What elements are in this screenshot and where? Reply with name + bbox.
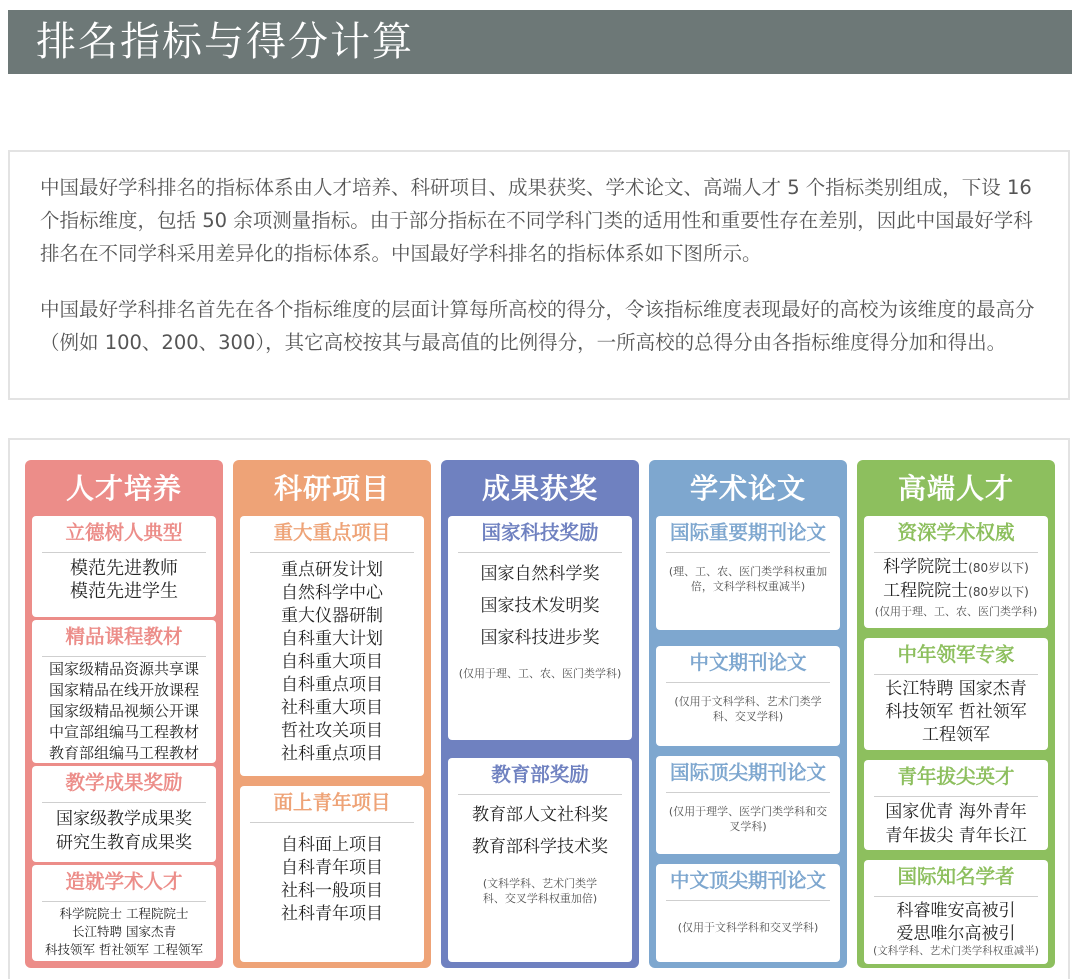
card-title: 面上青年项目	[273, 791, 391, 814]
card-talent-1	[32, 516, 216, 617]
card-items	[448, 799, 632, 863]
column-title-research: 科研项目	[273, 472, 390, 505]
list-item: 国家精品在线开放课程	[48, 681, 199, 699]
list-item: 科技领军 哲社领军	[885, 702, 1027, 722]
intro-paragraph-2: 中国最好学科排名首先在各个指标维度的层面计算每所高校的得分，令该指标维度表现最好的高校为该维度的最高分（例如 100、200、300），其它高校按其与最高值的比例得分，一所高校的总得分由各指标维度得分加和得出。	[40, 298, 1035, 354]
page-title: 排名指标与得分计算	[36, 19, 414, 65]
card-talent-3	[32, 766, 216, 862]
card-items	[240, 559, 424, 766]
list-item: 自科重大计划	[281, 629, 383, 649]
list-item: 自科重点项目	[281, 675, 383, 695]
card-elite-2	[864, 638, 1048, 750]
list-item: 国家科技进步奖	[480, 628, 600, 648]
card-title: 教育部奖励	[491, 763, 589, 786]
list-item: 模范先进学生	[70, 581, 178, 602]
card-note: (仅用于理学、医学门类学科和交叉学科)	[668, 805, 828, 833]
list-item: 长江特聘 国家杰青	[885, 679, 1027, 699]
card-papers-3	[656, 756, 840, 854]
card-elite-3	[864, 760, 1048, 850]
column-papers	[649, 460, 847, 968]
card-title: 资深学术权威	[897, 521, 1015, 544]
card-title: 造就学术人才	[65, 870, 183, 893]
list-item: 重点研发计划	[281, 560, 383, 580]
card-title: 重大重点项目	[273, 521, 391, 544]
list-item: 国家级精品资源共享课	[48, 660, 199, 678]
card-items	[32, 905, 216, 959]
card-awards-1	[448, 516, 632, 740]
list-item: 爱思唯尔高被引	[896, 924, 1016, 944]
list-item: 自科面上项目	[281, 835, 383, 855]
divider	[458, 794, 622, 795]
card-note: (仅用于理、工、农、医门类学科)	[458, 667, 622, 680]
card-note: (仅用于理、工、农、医门类学科)	[874, 605, 1038, 618]
list-item: 重大仪器研制	[281, 606, 383, 626]
list-item: 科学院院士 工程院院士	[59, 906, 189, 921]
intro-box	[8, 150, 1070, 400]
card-items	[864, 678, 1048, 747]
list-item: 教育部组编马工程教材	[48, 744, 199, 762]
card-research-1	[240, 516, 424, 776]
divider	[458, 552, 622, 553]
divider	[250, 552, 414, 553]
card-items	[240, 834, 424, 926]
card-note: (理、工、农、医门类学科权重加倍，文科学科权重减半)	[668, 565, 828, 593]
divider	[874, 896, 1038, 897]
list-item: 自科青年项目	[281, 858, 383, 878]
card-talent-2	[32, 620, 216, 763]
list-item: 社科重点项目	[281, 744, 383, 764]
intro-paragraph-1: 中国最好学科排名的指标体系由人才培养、科研项目、成果获奖、学术论文、高端人才 5 个指标类别组成，下设 16 个指标维度，包括 50 余项测量指标。由于部分指标在不同学科门类的适用性和重要性存在差别，因此中国最好学科排名在不同学科采用差异化的指标体系。中国最好学科排名的指标体系如下图所示。	[40, 176, 1033, 265]
divider	[666, 792, 830, 793]
card-items	[864, 900, 1048, 946]
card-papers-1	[656, 516, 840, 630]
card-research-2	[240, 786, 424, 962]
list-item: 国家技术发明奖	[480, 596, 600, 616]
column-elite	[857, 460, 1055, 968]
list-item: 科睿唯安高被引	[896, 901, 1016, 921]
card-elite-1	[864, 516, 1048, 628]
card-items	[32, 557, 216, 603]
card-title: 中年领军专家	[897, 643, 1015, 666]
list-item: 科技领军 哲社领军 工程领军	[45, 942, 203, 957]
list-item: 国家级精品视频公开课	[48, 702, 199, 720]
column-talent	[25, 460, 223, 968]
divider	[666, 682, 830, 683]
divider	[42, 802, 206, 803]
column-research	[233, 460, 431, 968]
list-item: 教育部科学技术奖	[472, 837, 608, 857]
list-item: 中宣部组编马工程教材	[48, 723, 199, 741]
divider	[666, 900, 830, 901]
card-title: 国家科技奖励	[481, 521, 599, 544]
card-title: 国际顶尖期刊论文	[669, 761, 826, 784]
card-title: 立德树人典型	[65, 521, 183, 544]
divider	[250, 822, 414, 823]
card-note: (文科学科、艺术门类学科权重减半)	[873, 945, 1039, 957]
divider	[874, 674, 1038, 675]
list-item: 工程院院士(80岁以下)	[883, 581, 1029, 601]
list-item: 模范先进教师	[70, 558, 178, 579]
list-item: 研究生教育成果奖	[56, 833, 192, 853]
card-papers-4	[656, 864, 840, 962]
card-awards-2	[448, 758, 632, 962]
card-papers-2	[656, 646, 840, 746]
divider	[42, 656, 206, 657]
list-item: 国家级教学成果奖	[56, 809, 192, 829]
card-title: 精品课程教材	[65, 625, 183, 648]
list-item: 社科青年项目	[281, 904, 383, 924]
list-item: 社科重大项目	[281, 698, 383, 718]
card-title: 教学成果奖励	[65, 771, 183, 794]
card-title: 国际重要期刊论文	[669, 521, 826, 544]
list-item: 长江特聘 国家杰青	[72, 924, 176, 939]
list-item: 自科重大项目	[281, 652, 383, 672]
list-item: 工程领军	[922, 725, 990, 745]
list-item: 教育部人文社科奖	[472, 805, 608, 825]
column-title-elite: 高端人才	[897, 472, 1014, 505]
column-title-papers: 学术论文	[689, 472, 806, 505]
card-note: (文科学科、艺术门类学科、交叉学科权重加倍)	[482, 877, 598, 905]
column-title-awards: 成果获奖	[481, 472, 598, 505]
list-item: 科学院院士(80岁以下)	[883, 557, 1029, 577]
card-items	[32, 659, 216, 764]
card-title: 中文顶尖期刊论文	[669, 869, 826, 892]
card-note: (仅用于文科学科、艺术门类学科、交叉学科)	[674, 695, 822, 723]
card-items	[864, 800, 1048, 848]
list-item: 青年拔尖 青年长江	[885, 826, 1027, 846]
card-items	[864, 556, 1048, 604]
card-title: 中文期刊论文	[689, 651, 807, 674]
title-bar	[8, 10, 1072, 74]
divider	[42, 901, 206, 902]
card-title: 国际知名学者	[897, 865, 1015, 888]
list-item: 自然科学中心	[281, 583, 383, 603]
card-items	[448, 558, 632, 654]
divider	[874, 552, 1038, 553]
card-title: 青年拔尖英才	[897, 765, 1015, 788]
list-item: 社科一般项目	[281, 881, 383, 901]
column-awards	[441, 460, 639, 968]
card-elite-4	[864, 860, 1048, 964]
list-item: 国家优青 海外青年	[885, 802, 1027, 822]
column-title-talent: 人才培养	[65, 472, 182, 505]
divider	[42, 552, 206, 553]
card-note: (仅用于文科学科和交叉学科)	[677, 921, 819, 934]
divider	[874, 796, 1038, 797]
card-talent-4	[32, 865, 216, 961]
list-item: 哲社攻关项目	[281, 721, 383, 741]
divider	[666, 552, 830, 553]
card-items	[32, 807, 216, 855]
list-item: 国家自然科学奖	[480, 564, 600, 584]
